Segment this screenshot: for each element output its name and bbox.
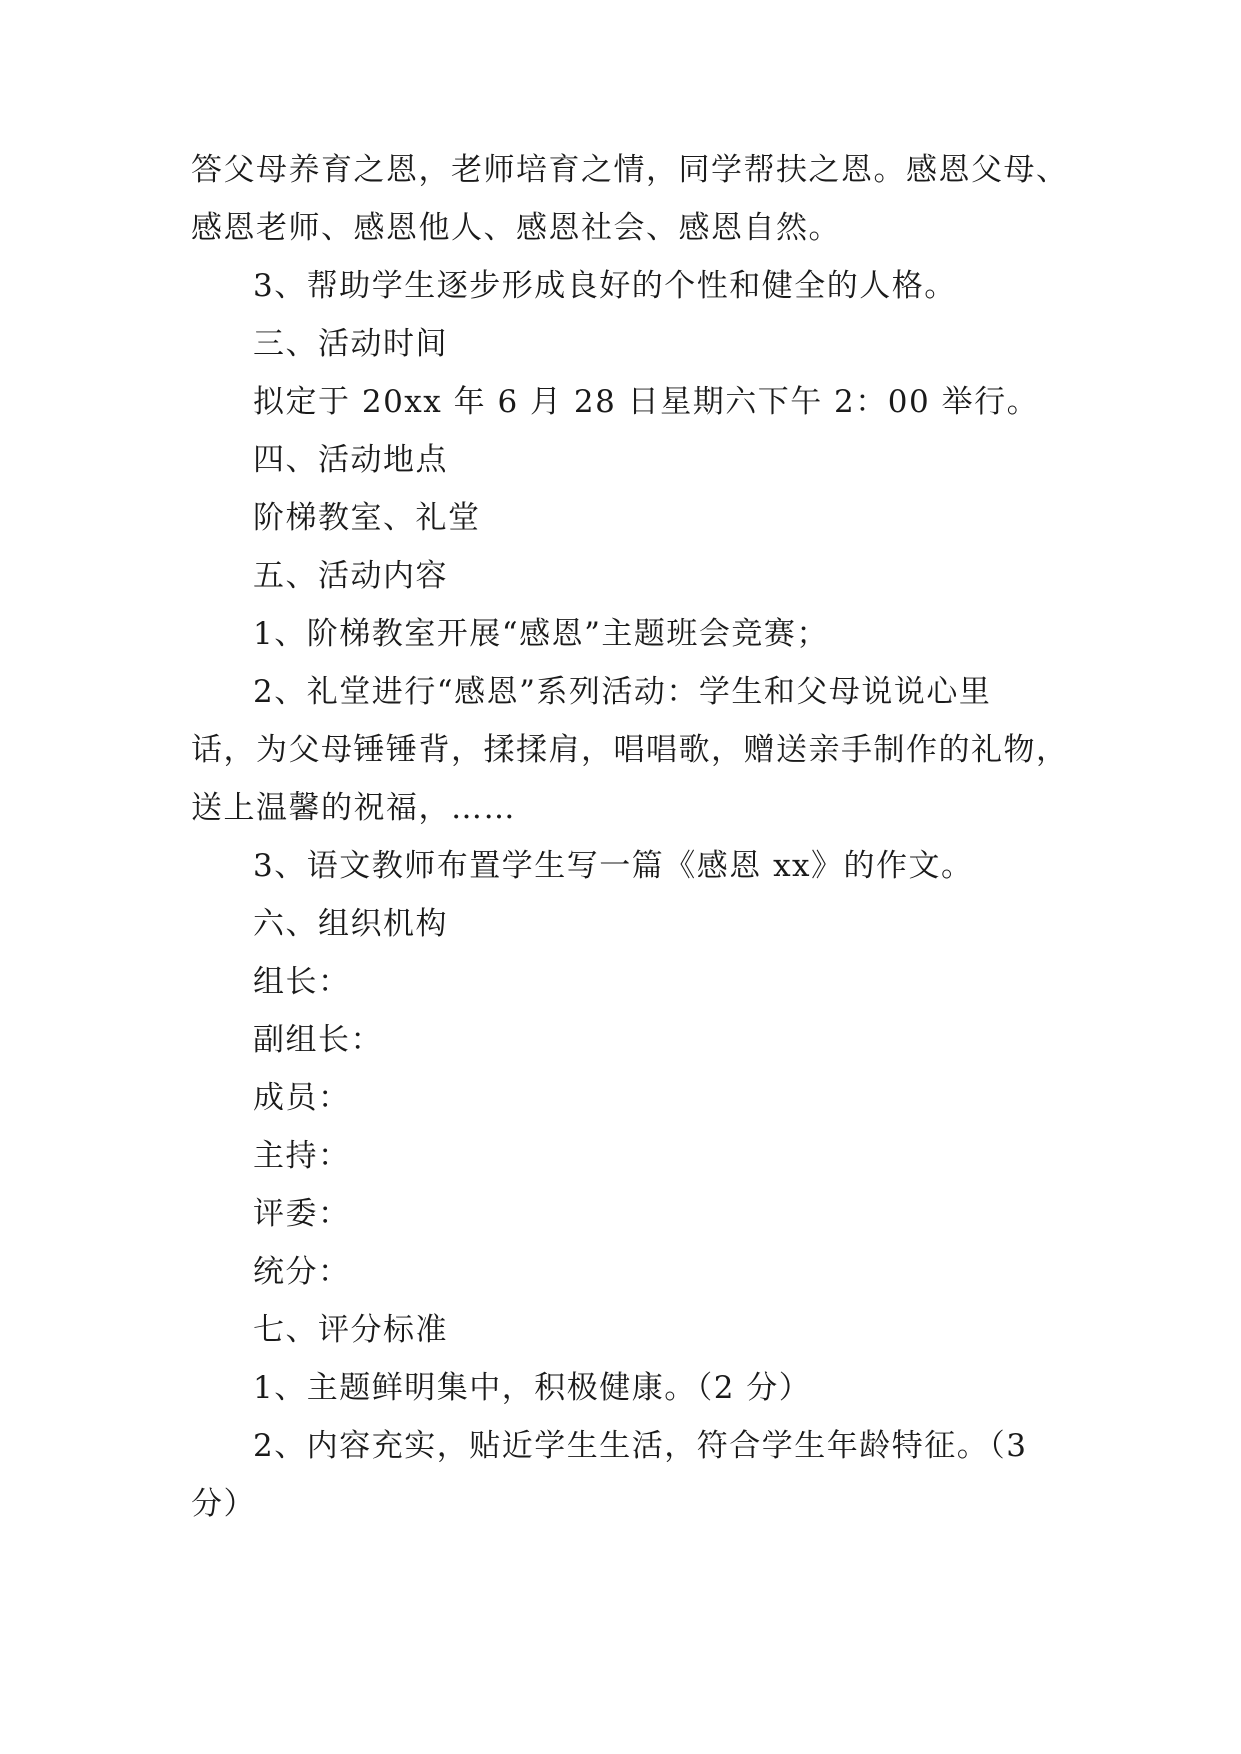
section-heading-content: 五、活动内容 [253,558,448,594]
content-item-1: 1、阶梯教室开展“感恩”主题班会竞赛； [253,616,829,652]
activity-location-text: 阶梯教室、礼堂 [253,500,481,536]
scoring-item-1: 1、主题鲜明集中，积极健康。（2 分） [253,1370,812,1406]
org-judges: 评委： [253,1196,351,1232]
section-heading-organization: 六、组织机构 [253,906,448,942]
scoring-item-2-continuation: 分） [191,1486,256,1522]
activity-time-text: 拟定于 20xx 年 6 月 28 日星期六下午 2：00 举行。 [253,384,1040,420]
content-item-3: 3、语文教师布置学生写一篇《感恩 xx》的作文。 [253,848,974,884]
content-item-2: 2、礼堂进行“感恩”系列活动：学生和父母说说心里 [253,674,992,710]
section-heading-location: 四、活动地点 [253,442,448,478]
content-item-2-continuation: 送上温馨的祝福，…… [191,790,516,826]
content-item-2-continuation: 话，为父母锤锤背，揉揉肩，唱唱歌，赠送亲手制作的礼物， [191,732,1069,768]
org-members: 成员： [253,1080,351,1116]
body-text-continuation: 答父母养育之恩，老师培育之情，同学帮扶之恩。感恩父母、 [191,152,1069,188]
org-host: 主持： [253,1138,351,1174]
org-scorekeeper: 统分： [253,1254,351,1290]
org-deputy-leader: 副组长： [253,1022,383,1058]
scoring-item-2: 2、内容充实，贴近学生生活，符合学生年龄特征。（3 [253,1428,1028,1464]
section-heading-time: 三、活动时间 [253,326,448,362]
section-heading-scoring: 七、评分标准 [253,1312,448,1348]
goal-item-3: 3、帮助学生逐步形成良好的个性和健全的人格。 [253,268,957,304]
body-text-continuation: 感恩老师、感恩他人、感恩社会、感恩自然。 [191,210,841,246]
org-leader: 组长： [253,964,351,1000]
